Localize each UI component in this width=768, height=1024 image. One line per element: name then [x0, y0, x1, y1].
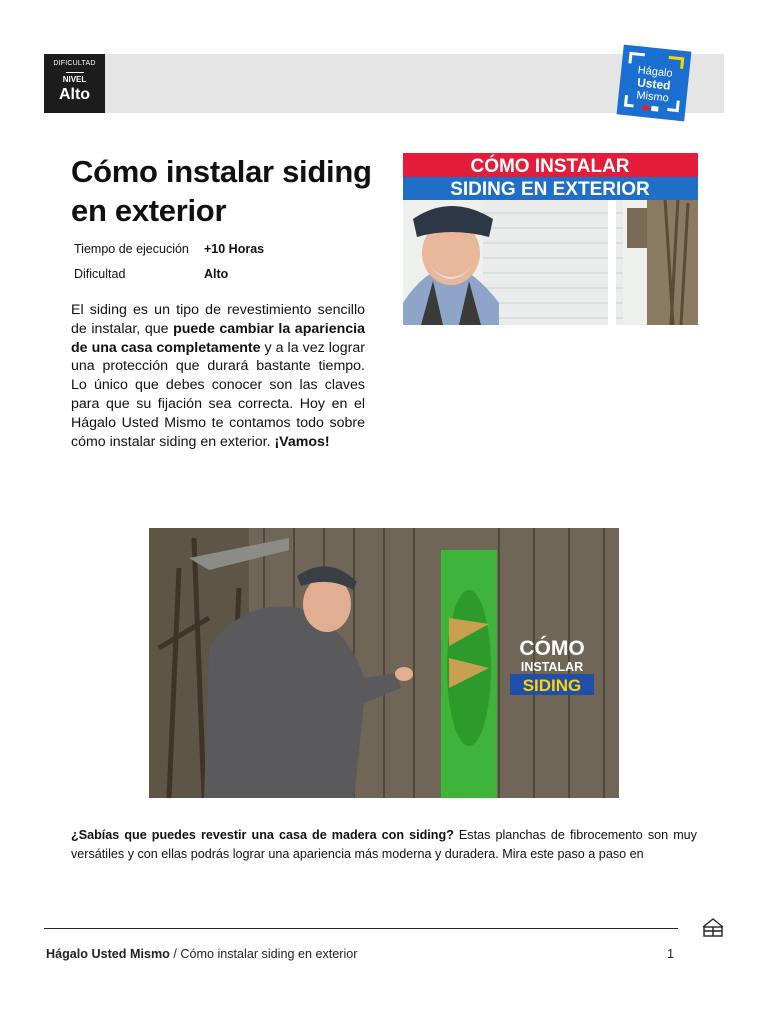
- meta-value-time: +10 Horas: [204, 242, 265, 256]
- intro-bold-2: ¡Vamos!: [274, 433, 330, 450]
- video-overlay-line2: INSTALAR: [520, 660, 584, 674]
- footer-doc-title: Cómo instalar siding en exterior: [180, 947, 358, 961]
- meta-row-difficulty: [74, 266, 228, 282]
- meta-row-time: [74, 241, 264, 257]
- intro-text-1: El siding es un tipo de revestimiento sencillo de instalar, que: [71, 302, 365, 337]
- hagalo-usted-mismo-logo: [614, 42, 694, 124]
- page-number: 1: [667, 947, 675, 961]
- difficulty-level-box: [44, 54, 105, 113]
- hero-banner-line1: CÓMO INSTALAR: [470, 156, 630, 177]
- meta-label-time: Tiempo de ejecución: [74, 242, 189, 256]
- level-caption: NIVEL: [62, 75, 87, 84]
- house-icon: [701, 916, 725, 938]
- footer-breadcrumb: [46, 946, 357, 962]
- video-overlay-line3: SIDING: [522, 676, 582, 695]
- svg-text:Hágalo: Hágalo: [637, 64, 674, 80]
- footer-divider: [44, 928, 678, 929]
- intro-text-2: y a la vez lograr una protección que durará bastante tiempo. Lo único que debes conocer son las claves para que su fijación sea correcta. Hoy en el Hágalo Usted Mismo te contamos todo sobre cómo instalar siding en exterior.: [71, 339, 365, 450]
- difficulty-caption: DIFICULTAD: [53, 60, 96, 67]
- meta-label-difficulty: Dificultad: [74, 267, 126, 281]
- intro-bold-1: puede cambiar la apariencia de una casa completamente: [71, 320, 365, 356]
- level-divider: [66, 72, 84, 73]
- body-paragraph-2: [71, 826, 697, 864]
- footer-brand: Hágalo Usted Mismo: [46, 947, 170, 961]
- hero-thumbnail-image: [403, 153, 698, 325]
- body-2-text: Estas planchas de fibrocemento son muy versátiles y con ellas podrás lograr una apariencia más moderna y duradera. Mira este paso a paso en: [71, 828, 697, 861]
- footer-separator: /: [169, 947, 181, 961]
- svg-text:Usted: Usted: [636, 75, 672, 93]
- body-2-lead: ¿Sabías que puedes revestir una casa de madera con siding?: [71, 828, 454, 842]
- hero-banner-line2: SIDING EN EXTERIOR: [450, 179, 650, 200]
- svg-text:Mismo: Mismo: [635, 89, 670, 105]
- article-title: Cómo instalar siding en exterior: [71, 154, 372, 228]
- intro-paragraph: [71, 301, 365, 451]
- level-value: Alto: [58, 86, 91, 103]
- video-overlay-line1: CÓMO: [519, 637, 585, 660]
- meta-value-difficulty: Alto: [204, 267, 229, 281]
- video-still-image: [149, 528, 619, 798]
